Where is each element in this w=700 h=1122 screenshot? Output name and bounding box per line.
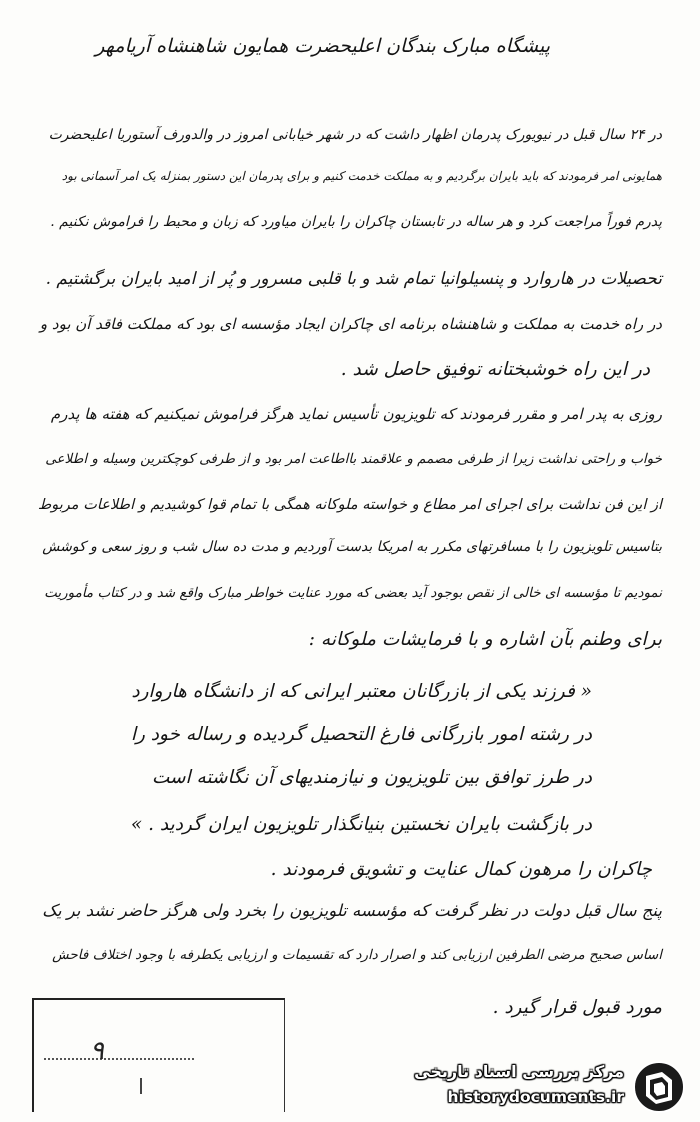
quote-line: در بازگشت بایران نخستین بنیانگذار تلویزیون ایران گردید . » (130, 814, 592, 835)
text-line: پنج سال قبل دولت در نظر گرفت که مؤسسه تلویزیون را بخرد ولی هرگز حاضر نشد بر یک (42, 901, 662, 920)
text-line: اساس صحیح مرضی الطرفین ارزیابی کند و اصرار دارد که تقسیمات و ارزیابی یکطرفه با وجود اختلاف فاحش (52, 947, 662, 963)
text-line: در راه خدمت به مملکت و شاهنشاه برنامه ای چاکران ایجاد مؤسسه ای بود که مملکت فاقد آن بود و (39, 315, 662, 333)
text-line: در این راه خوشبختانه توفیق حاصل شد . (340, 359, 650, 380)
text-line: نمودیم تا مؤسسه ای خالی از نقص بوجود آید بعضی که مورد عنایت خواطر مبارک واقع شد و در کتاب مأموریت (44, 585, 662, 601)
text-line: روزی به پدر امر و مقرر فرمودند که تلویزیون تأسیس نماید هرگز فراموش نمیکنیم که هفته ها پدرم (50, 405, 662, 423)
text-line: تحصیلات در هاروارد و پنسیلوانیا تمام شد و با قلبی مسرور و پُر از امید بایران برگشتیم . (45, 269, 662, 289)
text-line: برای وطنم بآن اشاره و با فرمایشات ملوکانه : (308, 629, 662, 650)
watermark-title: مرکز بررسی اسناد تاریخی (414, 1062, 624, 1081)
quote-line: در رشته امور بازرگانی فارغ التحصیل گردیده و رساله خود را (130, 724, 592, 745)
text-line: همایونی امر فرمودند که باید بایران برگردیم و به مملکت خدمت کنیم و برای پدرمان این دستور بمنزله یک امر آسمانی بود (61, 169, 662, 183)
text-line: پدرم فوراً مراجعت کرد و هر ساله در تابستان چاکران را بایران میاورد که زبان و محیط را فراموش نکنیم . (50, 214, 662, 230)
archive-logo-icon (632, 1060, 686, 1114)
page-number: ۹ (90, 1036, 104, 1066)
stamp-mark (140, 1078, 142, 1094)
text-line: بتاسیس تلویزیون را با مسافرتهای مکرر به امریکا بدست آوردیم و مدت ده سال شب و روز سعی و کوشش (42, 539, 662, 555)
text-line: مورد قبول قرار گیرد . (492, 997, 662, 1018)
archive-stamp-box (32, 998, 285, 1112)
stamp-dotted-line (44, 1058, 194, 1060)
text-line: از این فن نداشت برای اجرای امر مطاع و خواسته ملوکانه همگی با تمام قوا کوشیدیم و اطلاعات مربوط (37, 497, 662, 513)
quote-line: « فرزند یکی از بازرگانان معتبر ایرانی که از دانشگاه هاروارد (131, 681, 592, 702)
document-heading: پیشگاه مبارک بندگان اعلیحضرت همایون شاهنشاه آریامهر (95, 35, 550, 57)
watermark-url: historydocuments.ir (447, 1088, 624, 1106)
text-line: در ۲۴ سال قبل در نیویورک پدرمان اظهار داشت که در شهر خیابانی امروز در والدورف آستوریا اعلیحضرت (48, 127, 662, 143)
text-line: چاکران را مرهون کمال عنایت و تشویق فرمودند . (270, 859, 652, 880)
quote-line: در طرز توافق بین تلویزیون و نیازمندیهای آن نگاشته است (151, 767, 592, 788)
watermark (410, 1058, 686, 1118)
text-line: خواب و راحتی نداشت زیرا از طرفی مصمم و علاقمند بااطاعت امر بود و از طرفی کوچکترین وسیله و اطلاعی (45, 451, 662, 467)
